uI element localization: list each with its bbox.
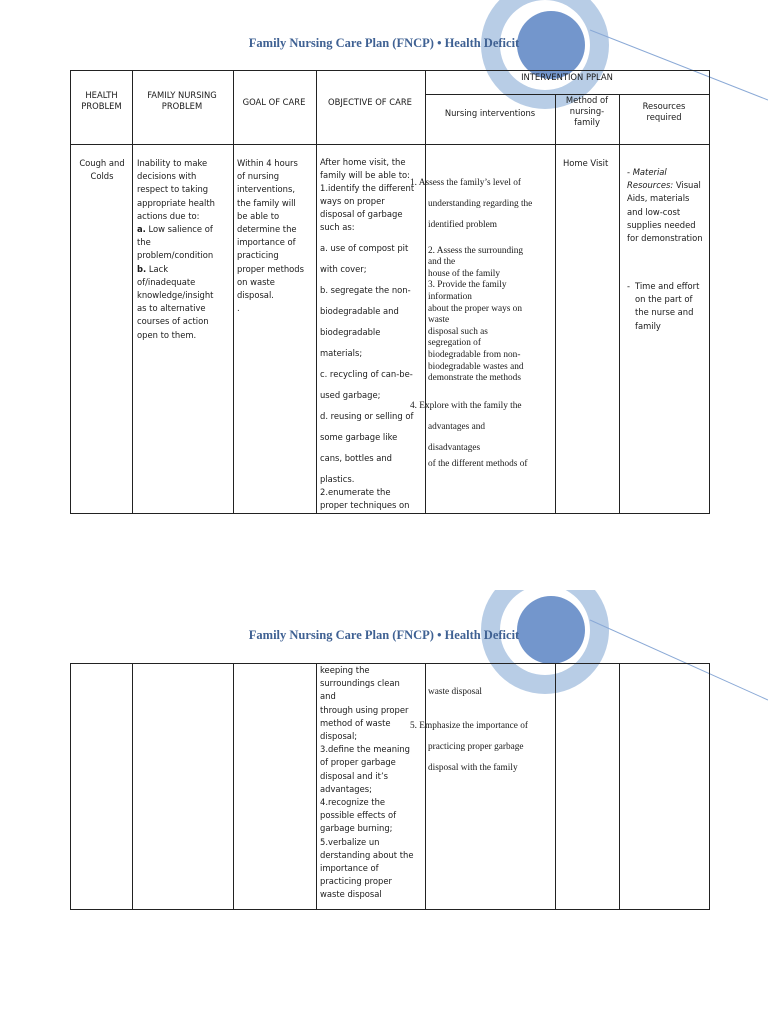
family-problem-b-text: Lack of/inadequate knowledge/insight as to alternative courses of action open to them. bbox=[137, 263, 214, 340]
goal-text: Within 4 hours of nursing interventions, the family will be able to determine the importance of practicing proper methods on waste disposal. bbox=[237, 158, 304, 301]
family-problem-a-label: a. bbox=[137, 224, 146, 235]
intervention-line: 2. Assess the surrounding bbox=[428, 245, 524, 256]
objective-line: family will be able to: bbox=[320, 170, 410, 180]
objective-line: and bbox=[320, 691, 336, 702]
intervention-line: segregation of bbox=[428, 338, 481, 349]
objective-line: biodegradable and bbox=[320, 306, 399, 316]
intervention-line: information bbox=[428, 291, 472, 302]
objective-line: 1.identify the different bbox=[320, 183, 415, 193]
intervention-line: disadvantages bbox=[428, 442, 481, 453]
goal-of-care-text bbox=[237, 157, 305, 315]
resources-text bbox=[627, 166, 707, 245]
objective-line: used garbage; bbox=[320, 390, 381, 400]
objective-line: keeping the bbox=[320, 665, 370, 675]
intervention-line: and the bbox=[428, 257, 456, 268]
objective-line: proper techniques on bbox=[320, 500, 410, 510]
intervention-line: identified problem bbox=[428, 219, 497, 230]
intervention-line: disposal such as bbox=[428, 326, 488, 337]
intervention-line: waste disposal bbox=[428, 687, 482, 697]
resources-time-text bbox=[627, 280, 707, 333]
objective-line: After home visit, the bbox=[320, 157, 406, 167]
family-problem-intro: Inability to make decisions with respect to taking appropriate health actions due to: bbox=[137, 158, 215, 221]
intervention-line: biodegradable from non- bbox=[428, 349, 521, 360]
intervention-line: waste bbox=[428, 315, 450, 326]
objective-line: materials; bbox=[320, 348, 363, 358]
objective-line: garbage burning; bbox=[320, 823, 393, 834]
objective-line: disposal; bbox=[320, 731, 358, 742]
nursing-interventions-continued bbox=[410, 687, 556, 774]
intervention-line: 1. Assess the family’s level of bbox=[410, 178, 522, 188]
header-intervention-plan: INTERVENTION PPLAN bbox=[521, 72, 613, 82]
page-title: Family Nursing Care Plan (FNCP) • Health Deficit bbox=[248, 36, 520, 50]
objective-line: c. recycling of can-be- bbox=[320, 369, 413, 379]
intervention-line: about the proper ways on bbox=[428, 303, 522, 314]
header-nursing-interventions: Nursing interventions bbox=[444, 108, 536, 118]
objective-line: such as: bbox=[320, 222, 355, 232]
header-objective-of-care: OBJECTIVE OF CARE bbox=[328, 97, 412, 107]
header-goal-of-care: GOAL OF CARE bbox=[242, 97, 306, 107]
health-problem-value: Cough and Colds bbox=[79, 158, 125, 182]
method-value: Home Visit bbox=[563, 158, 609, 168]
objective-line: importance of bbox=[320, 863, 379, 874]
objective-line: surroundings clean bbox=[320, 678, 400, 689]
objective-line: b. segregate the non- bbox=[320, 285, 411, 295]
objective-line: cans, bottles and bbox=[320, 453, 393, 463]
objective-line: biodegradable bbox=[320, 327, 381, 337]
intervention-line: advantages and bbox=[428, 421, 486, 432]
intervention-line: disposal with the family bbox=[428, 762, 518, 773]
intervention-line: 4. Explore with the family the bbox=[410, 400, 522, 411]
objective-line: plastics. bbox=[320, 474, 355, 484]
family-nursing-problem-text bbox=[137, 157, 225, 342]
goal-dot: . bbox=[237, 303, 240, 314]
objective-line: 2.enumerate the bbox=[320, 487, 391, 497]
header-health-problem: HEALTH PROBLEM bbox=[81, 90, 122, 111]
objective-line: disposal and it’s bbox=[320, 770, 388, 781]
objective-of-care-text bbox=[320, 156, 424, 512]
objective-line: practicing proper bbox=[320, 876, 392, 887]
intervention-line: demonstrate the methods bbox=[428, 373, 521, 384]
material-resources-text: Visual Aids, materials and low-cost supplies needed for demonstration bbox=[627, 180, 703, 244]
objective-line: advantages; bbox=[320, 783, 372, 794]
intervention-line: understanding regarding the bbox=[428, 198, 533, 209]
intervention-line: practicing proper garbage bbox=[428, 741, 524, 752]
family-problem-b-label: b. bbox=[137, 263, 147, 274]
intervention-line: 3. Provide the family bbox=[428, 280, 507, 291]
nursing-interventions-text bbox=[410, 178, 556, 471]
objective-line: method of waste bbox=[320, 717, 391, 728]
objective-line: d. reusing or selling of bbox=[320, 411, 414, 421]
family-problem-a-text: Low salience of the problem/condition bbox=[137, 224, 214, 261]
objective-line: disposal of garbage bbox=[320, 209, 403, 219]
objective-line: 4.recognize the bbox=[320, 797, 386, 808]
time-effort-text: Time and effort on the part of the nurse and family bbox=[635, 281, 700, 331]
header-family-nursing-problem: FAMILY NURSING PROBLEM bbox=[147, 90, 217, 111]
resources-dash: - bbox=[627, 167, 631, 177]
objective-line: a. use of compost pit bbox=[320, 243, 409, 253]
objective-line: through using proper bbox=[320, 704, 409, 715]
intervention-line: biodegradable wastes and bbox=[428, 361, 524, 372]
header-resources-required: Resources required bbox=[642, 101, 686, 122]
resources-dash: - bbox=[627, 281, 631, 291]
objective-line: some garbage like bbox=[320, 432, 398, 442]
intervention-line: house of the family bbox=[428, 268, 501, 279]
objective-line: derstanding about the bbox=[320, 849, 414, 860]
objective-of-care-continued bbox=[320, 664, 424, 902]
material-resources-label: Material Resources: bbox=[627, 167, 674, 191]
intervention-line: 5. Emphasize the importance of bbox=[410, 720, 528, 731]
objective-line: possible effects of bbox=[320, 810, 397, 821]
intervention-line: of the different methods of bbox=[428, 459, 528, 470]
objective-line: with cover; bbox=[320, 264, 367, 274]
objective-line: 3.define the meaning bbox=[320, 744, 410, 755]
objective-line: of proper garbage bbox=[320, 757, 396, 768]
objective-line: 5.verbalize un bbox=[320, 836, 380, 847]
objective-line: waste disposal bbox=[320, 889, 382, 900]
page-title: Family Nursing Care Plan (FNCP) • Health Deficit bbox=[248, 628, 520, 642]
objective-line: ways on proper bbox=[320, 196, 385, 206]
header-method-of-nursing-family: Method of nursing-family bbox=[565, 95, 609, 127]
